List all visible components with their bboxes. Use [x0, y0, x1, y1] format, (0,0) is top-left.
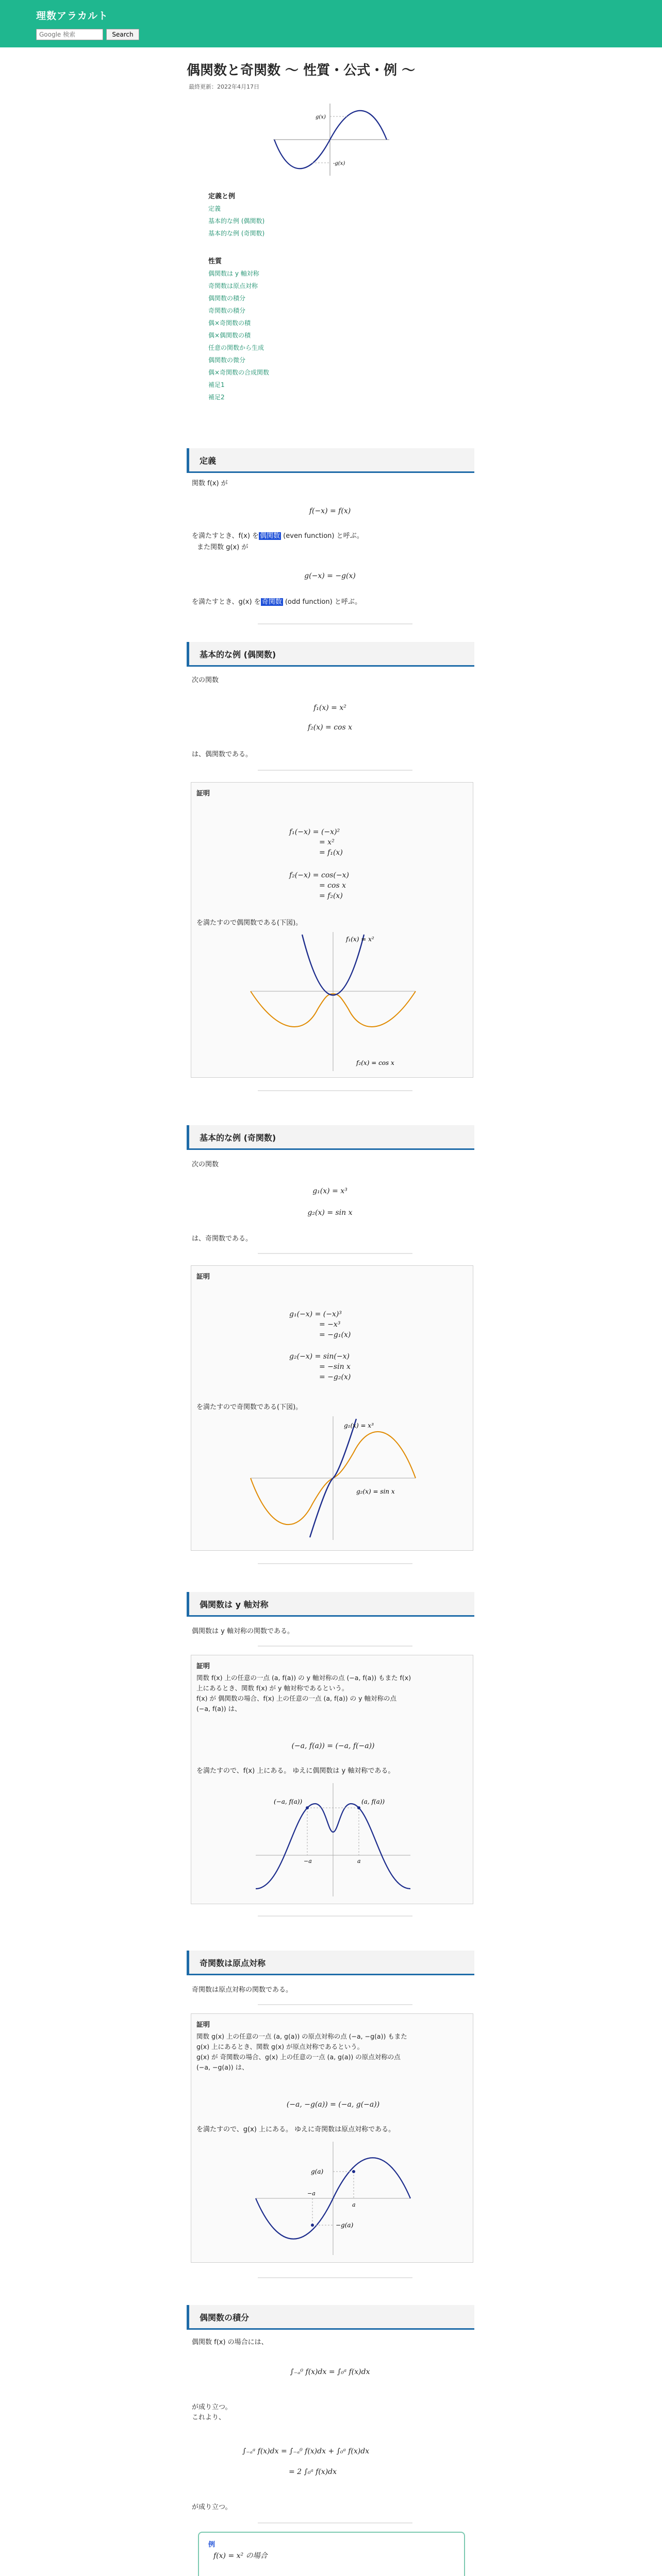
proof-step: f₂(−x) = cos(−x) — [289, 871, 349, 879]
search-input[interactable] — [36, 29, 103, 40]
tick-label: a — [357, 1858, 361, 1865]
divider — [258, 1646, 412, 1647]
proof-step: = −x³ — [319, 1320, 341, 1329]
hero-graph-label: g(x) — [316, 114, 326, 120]
toc-item[interactable]: 偶×奇関数の合成関数 — [208, 369, 270, 376]
toc-item[interactable]: 偶×偶関数の積 — [208, 332, 251, 339]
toc-item[interactable]: 任意の関数から生成 — [208, 344, 264, 351]
proof-step: = −g₂(x) — [319, 1373, 351, 1381]
point-label: (−a, f(a)) — [274, 1798, 303, 1805]
def-line2 — [192, 531, 363, 542]
proof-label: 証明 — [196, 2021, 210, 2029]
section-even-examples — [187, 642, 474, 667]
toc-item[interactable]: 奇関数は原点対称 — [208, 282, 258, 290]
toc-group-title: 性質 — [208, 258, 222, 265]
proof-step: g₂(−x) = sin(−x) — [289, 1352, 350, 1361]
origin-sym-graph — [253, 2142, 413, 2255]
proof-step: = −g₁(x) — [319, 1331, 351, 1339]
hero-graph — [268, 101, 392, 178]
even-ex-f1: f₁(x) = x² — [313, 704, 346, 712]
toc-item[interactable]: 偶関数は y 軸対称 — [208, 270, 259, 277]
graph-label: f₁(x) = x² — [346, 936, 374, 943]
toc-item[interactable]: 偶関数の積分 — [208, 295, 246, 302]
even-ex-f2: f₂(x) = cos x — [307, 723, 353, 732]
y-sym-summary: 偶関数は y 軸対称の関数である。 — [192, 1628, 294, 1635]
y-sym-proof-box — [191, 1655, 473, 1904]
divider — [258, 2277, 412, 2278]
def-text: (odd function) と呼ぶ。 — [283, 598, 362, 606]
toc-item[interactable]: 補足1 — [208, 381, 225, 388]
proof-step: f₁(−x) = (−x)² — [289, 828, 340, 836]
proof-step: = x² — [319, 838, 335, 846]
section-odd-symmetry — [187, 1951, 474, 1975]
origin-sym-formula: (−a, −g(a)) = (−a, g(−a)) — [286, 2100, 380, 2109]
proof-line: 関数 f(x) 上の任意の一点 (a, f(a)) の y 軸対称の点 (−a, f(a)) もまた f(x) — [196, 1674, 411, 1682]
even-int-example-box — [198, 2532, 465, 2576]
proof-step: = f₂(x) — [319, 892, 343, 900]
point-label: g(a) — [311, 2168, 324, 2175]
divider — [258, 2004, 412, 2005]
proof-line: g(x) 上にあるとき、関数 g(x) が原点対称であるという。 — [196, 2043, 364, 2050]
tick-label: −a — [304, 1858, 312, 1865]
toc-item[interactable]: 偶関数の微分 — [208, 357, 246, 364]
def-formula-even: f(−x) = f(x) — [309, 507, 351, 515]
even-term-highlight: 偶関数 — [260, 532, 280, 540]
divider — [258, 1563, 412, 1564]
toc-definitions — [208, 191, 363, 240]
divider — [258, 623, 412, 624]
origin-sym-proof-box — [191, 2013, 473, 2263]
toc-item[interactable]: 奇関数の積分 — [208, 307, 246, 314]
odd-term-highlight: 奇関数 — [261, 598, 282, 606]
section-title: 定義 — [200, 456, 217, 466]
y-sym-graph — [253, 1783, 413, 1896]
tick-label: a — [352, 2201, 356, 2208]
graph-label: g₂(x) = sin x — [356, 1488, 395, 1495]
hero-graph-label2: -g(x) — [333, 161, 345, 166]
search-button[interactable]: Search — [106, 29, 139, 40]
even-int-f2b: = 2 ∫₀ᵃ f(x)dx — [289, 2468, 337, 2476]
proof-label: 証明 — [196, 790, 210, 798]
updated-date: 最終更新：2022年4月17日 — [189, 83, 259, 90]
y-sym-formula: (−a, f(a)) = (−a, f(−a)) — [291, 1742, 375, 1750]
divider — [258, 1916, 412, 1917]
proof-line: (−a, f(a)) は、 — [196, 1705, 241, 1713]
def-text: (even function) と呼ぶ。 — [281, 532, 363, 540]
proof-label: 証明 — [196, 1663, 210, 1670]
odd-ex-g2: g₂(x) = sin x — [307, 1209, 353, 1217]
toc-item[interactable]: 偶×奇関数の積 — [208, 319, 251, 327]
example-case: f(x) = x² の場合 — [213, 2552, 268, 2560]
def-text: を満たすとき、g(x) を — [192, 598, 261, 606]
even-int-intro: 偶関数 f(x) の場合には、 — [192, 2338, 268, 2346]
even-graph — [248, 932, 418, 1071]
proof-line: 上にあるとき、関数 f(x) が y 軸対称であるという。 — [196, 1684, 349, 1692]
proof-label: 証明 — [196, 1273, 210, 1281]
even-ex-intro: 次の関数 — [192, 676, 219, 684]
even-int-hence: これより、 — [192, 2414, 226, 2421]
def-text: を満たすとき、f(x) を — [192, 532, 259, 540]
def-line3: また関数 g(x) が — [197, 544, 249, 551]
even-ex-concl: は、偶関数である。 — [192, 751, 253, 758]
even-int-f2a: ∫₋ₐᵃ f(x)dx = ∫₋ₐ⁰ f(x)dx + ∫₀ᵃ f(x)dx — [242, 2447, 370, 2455]
y-sym-concl: を満たすので、f(x) 上にある。 ゆえに偶関数は y 軸対称である。 — [196, 1767, 395, 1775]
odd-ex-intro: 次の関数 — [192, 1161, 219, 1168]
site-title[interactable]: 理数アラカルト — [36, 10, 109, 22]
proof-line: g(x) が 奇関数の場合、g(x) 上の任意の一点 (a, g(a)) の原点対称の点 — [196, 2053, 401, 2061]
divider — [258, 1090, 412, 1091]
proof-line: (−a, −g(a)) は、 — [196, 2063, 249, 2071]
odd-ex-g1: g₁(x) = x³ — [312, 1187, 347, 1195]
toc-item[interactable]: 補足2 — [208, 394, 225, 401]
site-header — [0, 0, 662, 47]
y-sym-proof-text — [196, 1673, 470, 1714]
section-even-symmetry — [187, 1592, 474, 1617]
section-definition — [187, 448, 474, 473]
section-odd-examples — [187, 1125, 474, 1150]
toc-item[interactable]: 基本的な例 (奇関数) — [208, 230, 265, 237]
proof-step: = f₁(x) — [319, 849, 343, 857]
graph-label: f₂(x) = cos x — [356, 1059, 394, 1066]
even-proof-text: を満たすので偶関数である(下図)。 — [196, 919, 303, 927]
odd-proof-text: を満たすので奇関数である(下図)。 — [196, 1403, 303, 1411]
proof-step: g₁(−x) = (−x)³ — [289, 1310, 342, 1318]
divider — [258, 770, 412, 771]
section-title: 偶関数は y 軸対称 — [200, 1600, 269, 1609]
even-proof-p2 — [289, 870, 392, 901]
toc-item[interactable]: 基本的な例 (偶関数) — [208, 217, 265, 225]
proof-line: f(x) が 偶関数の場合、f(x) 上の任意の一点 (a, f(a)) の y 軸対称の点 — [196, 1694, 396, 1702]
odd-ex-concl: は、奇関数である。 — [192, 1235, 253, 1243]
def-formula-odd: g(−x) = −g(x) — [304, 572, 356, 580]
even-int-holds2: が成り立つ。 — [192, 2503, 232, 2511]
proof-line: 関数 g(x) 上の任意の一点 (a, g(a)) の原点対称の点 (−a, −g(a)) もまた — [196, 2032, 407, 2040]
odd-proof-p2 — [289, 1351, 392, 1382]
toc-group-title: 定義と例 — [208, 193, 236, 200]
odd-proof-p1 — [289, 1309, 382, 1340]
origin-sym-summary: 奇関数は原点対称の関数である。 — [192, 1986, 293, 1994]
def-line4 — [192, 597, 361, 608]
section-title: 奇関数は原点対称 — [200, 1958, 266, 1968]
divider — [258, 1253, 412, 1254]
even-proof-box — [191, 782, 473, 1078]
divider — [258, 2522, 412, 2523]
def-line1: 関数 f(x) が — [192, 480, 228, 487]
section-even-integral — [187, 2305, 474, 2330]
example-label: 例 — [208, 2541, 216, 2549]
origin-sym-concl: を満たすので、g(x) 上にある。 ゆえに奇関数は原点対称である。 — [196, 2126, 395, 2133]
even-proof-p1 — [289, 827, 382, 858]
page-title: 偶関数と奇関数 〜 性質・公式・例 〜 — [187, 63, 416, 78]
toc-properties — [208, 256, 363, 403]
toc-item[interactable]: 定義 — [208, 205, 221, 212]
point-label: (a, f(a)) — [361, 1798, 385, 1805]
graph-label: g₁(x) = x³ — [344, 1422, 374, 1429]
odd-proof-box — [191, 1265, 473, 1551]
point-label: −g(a) — [336, 2222, 354, 2229]
section-title: 偶関数の積分 — [200, 2313, 250, 2323]
origin-sym-proof-text — [196, 2031, 470, 2073]
tick-label: −a — [307, 2190, 316, 2197]
section-title: 基本的な例 (奇関数) — [200, 1133, 276, 1143]
proof-step: = cos x — [319, 882, 346, 890]
section-title: 基本的な例 (偶関数) — [200, 650, 276, 659]
even-int-f1: ∫₋ₐ⁰ f(x)dx = ∫₀ᵃ f(x)dx — [290, 2368, 370, 2376]
even-int-holds: が成り立つ。 — [192, 2403, 232, 2411]
odd-graph — [248, 1416, 418, 1540]
proof-step: = −sin x — [319, 1363, 351, 1371]
